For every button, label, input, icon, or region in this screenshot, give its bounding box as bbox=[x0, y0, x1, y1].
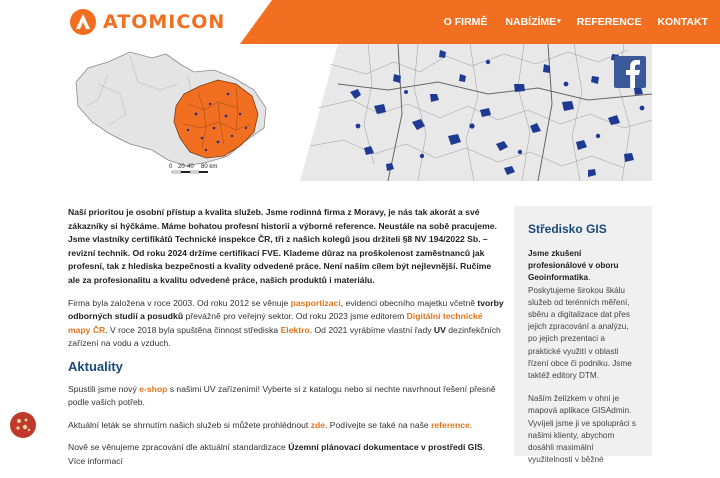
map-illustration bbox=[68, 44, 652, 181]
main-nav bbox=[436, 0, 716, 44]
news3-text-2: . Více informací bbox=[68, 442, 485, 466]
history-bold-2: UV bbox=[433, 324, 446, 335]
scale-label-0: 0 bbox=[169, 164, 173, 170]
nav-item-kontakt[interactable]: KONTAKT bbox=[657, 16, 708, 28]
news2-text-1: Aktuální leták se shrnutím našich služeb si můžete prohlédnout bbox=[68, 419, 311, 430]
elektro-link[interactable]: Elektro bbox=[280, 324, 310, 335]
sidebar-gis bbox=[514, 206, 652, 465]
nav-item-nabizime[interactable] bbox=[505, 16, 560, 28]
sidebar-text-2: Naším želízkem v ohni je mapová aplikace GISAdmin. Vyvíjeli jsme ji ve spolupráci s našimi klienty, abychom dosáhli maximální využitelnosti v běžné bbox=[528, 394, 636, 465]
eshop-link[interactable]: e-shop bbox=[139, 383, 168, 394]
scale-bar bbox=[172, 171, 208, 173]
history-text-1: Firma byla založena v roce 2003. Od roku 2012 se věnuje bbox=[68, 297, 291, 308]
news-item-eshop bbox=[68, 383, 504, 410]
history-paragraph bbox=[68, 297, 504, 351]
news3-bold: Územní plánovací dokumentace v prostředí GIS bbox=[288, 442, 483, 453]
history-text-2: , evidenci obecního majetku včetně bbox=[340, 297, 478, 308]
dtm-link[interactable]: Digitální technické mapy ČR bbox=[68, 311, 483, 335]
sidebar-text-1-body: . Poskytujeme širokou škálu služeb od terénních měření, sběru a digitalizace dat přes jejich zpracování a analýzu, po jejich prezentaci a praktické využití v oblasti řízení obce či podniku. Jsme taktéž editory DTM. bbox=[528, 273, 632, 381]
main-content bbox=[68, 206, 504, 478]
cookie-settings-button[interactable] bbox=[10, 412, 36, 438]
nav-item-o-firme[interactable]: O FIRMĚ bbox=[443, 16, 488, 28]
letak-link[interactable]: zde bbox=[310, 419, 325, 430]
nav-item-nabizime-label: NABÍZÍME bbox=[505, 16, 557, 28]
logo-icon bbox=[70, 9, 96, 35]
news-item-upd bbox=[68, 441, 504, 468]
reference-link[interactable]: reference bbox=[431, 419, 470, 430]
scale-label-40: 40 bbox=[187, 164, 194, 170]
logo[interactable] bbox=[70, 8, 225, 36]
news-item-letak bbox=[68, 419, 504, 433]
scale-label-20: 20 bbox=[178, 164, 185, 170]
history-bold-1: tvorby odborných studií a posudků bbox=[68, 297, 504, 322]
sidebar-title: Středisko GIS bbox=[528, 222, 607, 236]
facebook-icon bbox=[614, 56, 646, 88]
history-text-4: . V roce 2018 byla spuštěna činnost střediska bbox=[105, 324, 281, 335]
history-text-6: dezinfekčních zařízení na vodu a vzduch. bbox=[68, 324, 501, 349]
news2-text-2: . Podívejte se také na naše bbox=[325, 419, 432, 430]
news1-text-2: s našimi UV zařízeními! Vyberte si z katalogu nebo si nechte navrhnout řešení přesně podle vašich potřeb. bbox=[68, 383, 496, 408]
history-text-3: převážně pro veřejný sektor. Od roku 2023 jsme editorem bbox=[183, 311, 407, 322]
pasportizace-link[interactable]: pasportizaci bbox=[290, 297, 341, 308]
news1-text-1: Spustili jsme nový bbox=[68, 383, 140, 394]
cookie-icon bbox=[10, 412, 36, 438]
scale-label-80: 80 km bbox=[201, 164, 218, 170]
logo-text: ATOMICON bbox=[103, 11, 226, 33]
news2-text-3: . bbox=[469, 419, 473, 430]
sidebar-lead: Jsme zkušení profesionálové v oboru Geoinformatika bbox=[528, 249, 619, 283]
sidebar-text-1 bbox=[528, 248, 638, 382]
history-text-5: . Od 2021 vyrábíme vlastní řady bbox=[309, 324, 434, 335]
hero-map bbox=[68, 44, 652, 181]
news3-text-1: Nově se věnujeme zpracování dle aktuální standardizace bbox=[68, 442, 289, 453]
nav-item-reference[interactable]: REFERENCE bbox=[576, 16, 642, 28]
news-title: Aktuality bbox=[68, 358, 123, 374]
chevron-down-icon: ▾ bbox=[557, 18, 561, 25]
intro-paragraph: Naší prioritou je osobní přístup a kvalita služeb. Jsme rodinná firma z Moravy, je nás tak akorát a své zákazníky si hýčkáme. Máme bohatou profesní historii a výborné reference. Neustále na sobě pracujeme. Jsme vlastníky certifikátů Technické inspekce ČR, tři z našich kolegů jsou držiteli §8 NV 194/2022 Sb. – revizní technik. Od roku 2024 držíme certifikaci FVE. Klademe důraz na proškolenost zaměstnanců jak profesní, tak z hlediska bezpečnosti a kvality odvedené práce. Není naším cílem být nejlevnější. Ručíme ale za profesionalitu a kvalitu odvedené práce, našich produktů i materiálu. bbox=[68, 207, 497, 285]
site-header bbox=[0, 0, 720, 44]
facebook-link[interactable] bbox=[614, 56, 646, 88]
